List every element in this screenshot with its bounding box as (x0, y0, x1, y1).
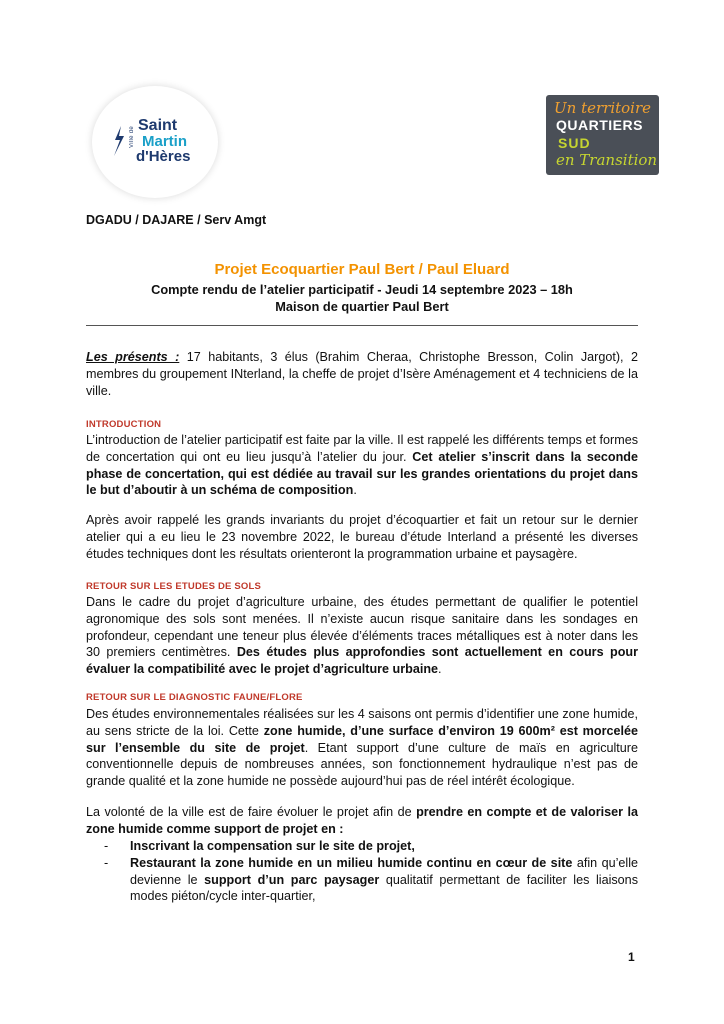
faune-bold-text: zone humide, d’une surface d’environ 19 600m² est morcelée sur l’ensemble du site de projet (86, 723, 638, 755)
intro-text-end: . (353, 483, 357, 498)
saint-martin-dheres-logo (92, 86, 218, 198)
sols-paragraph (86, 594, 638, 678)
list-item (86, 838, 638, 855)
intro-bold-text: Cet atelier s’inscrit dans la seconde phase de concertation, qui est dédiée au travail sur les grandes orientations du projet dans le but d’aboutir à un schéma de composition (86, 449, 638, 498)
attendees-text: 17 habitants, 3 élus (Brahim Cheraa, Christophe Bresson, Colin Jargot), 2 membres du groupement INterland, la cheffe de projet d’Isère Aménagement et 4 techniciens de la ville. (86, 350, 638, 398)
introduction-paragraph-2: Après avoir rappelé les grands invariants du projet d’écoquartier et fait un retour sur le dernier atelier qui a eu lieu le 23 novembre 2022, le bureau d’étude Interland a présenté les diverses études techniques dont les résultats orienteront la programmation urbaine et paysagère. (86, 513, 638, 561)
intro-text: L’introduction de l’atelier participatif est faite par la ville. Il est rappelé les différents temps et formes de concertation qui ont eu lieu jusqu’à l’atelier du jour. (86, 433, 638, 464)
quartiers-sud-logo (546, 95, 659, 175)
logo-line-un-territoire: Un territoire (554, 99, 652, 117)
bullet-text: qualitatif permettant de faciliter les liaisons modes piéton/cycle inter-quartier, (130, 872, 638, 904)
bullet-list (86, 838, 638, 905)
bullet-dash: - (104, 855, 109, 870)
heading-etudes-de-sols: RETOUR SUR LES ETUDES DE SOLS (86, 581, 262, 592)
list-item (86, 855, 638, 905)
document-subtitle-place: Maison de quartier Paul Bert (275, 299, 449, 314)
faune-text: Des études environnementales réalisées sur les 4 saisons ont permis d’identifier une zone humide, au sens stricte de la loi. Cette (86, 707, 638, 738)
document-title: Projet Ecoquartier Paul Bert / Paul Eluard (214, 261, 510, 278)
logo-word-martin: Martin (142, 133, 187, 150)
header-divider (86, 325, 638, 326)
bullet-dash: - (104, 839, 109, 853)
faune-paragraph (86, 706, 638, 790)
logo-mark-icon (112, 124, 126, 158)
sols-text-end: . (438, 662, 442, 677)
ville-bold-text: prendre en compte et de valoriser la zone humide comme support de projet en : (86, 805, 638, 836)
bullet-bold-text: Restaurant la zone humide en un milieu humide continu en cœur de site (130, 855, 573, 870)
sols-bold-text: Des études plus approfondies sont actuellement en cours pour évaluer la compatibilité avec le projet d’agriculture urbaine (86, 645, 638, 677)
logo-line-sud: SUD (558, 135, 591, 151)
logo-line-en-transition: en Transition (556, 151, 658, 169)
heading-introduction: INTRODUCTION (86, 419, 162, 430)
bullet-bold-text: support d’un parc paysager (204, 872, 380, 887)
bullet-text: afin qu’elle devienne le (130, 855, 638, 887)
document-subtitle-date: Compte rendu de l’atelier participatif - Jeudi 14 septembre 2023 – 18h (151, 282, 573, 297)
introduction-paragraph-1 (86, 432, 638, 499)
logo-line-quartiers: QUARTIERS (556, 117, 643, 133)
page-number: 1 (628, 950, 635, 964)
heading-diagnostic-faune-flore: RETOUR SUR LE DIAGNOSTIC FAUNE/FLORE (86, 692, 303, 703)
faune-text-end: . Etant support d’une culture de maïs en agriculture conventionnelle depuis de nombreuses années, son fonctionnement hydraulique n’est pas de grande qualité et la zone humide ne possède aujourd’hui pas de réel intérêt écologique. (86, 740, 638, 789)
logo-word-dheres: d'Hères (136, 148, 191, 165)
bullet-text: Inscrivant la compensation sur le site de projet, (130, 839, 415, 853)
logo-vertical-text: Ville de (129, 126, 135, 148)
sols-text: Dans le cadre du projet d’agriculture urbaine, des études permettant de qualifier le potentiel agronomique des sols sont menées. Il n’existe aucun risque sanitaire dans les sondages en profondeur, cependant une teneur plus élevée d’éléments traces métalliques est à noter dans les 30 premiers centimètres. (86, 595, 638, 660)
service-line: DGADU / DAJARE / Serv Amgt (86, 213, 267, 227)
ville-text: La volonté de la ville est de faire évoluer le projet afin de (86, 805, 417, 819)
ville-paragraph (86, 804, 638, 838)
attendees-label: Les présents : (86, 350, 180, 364)
attendees-paragraph (86, 349, 638, 399)
logo-word-saint: Saint (138, 117, 178, 134)
